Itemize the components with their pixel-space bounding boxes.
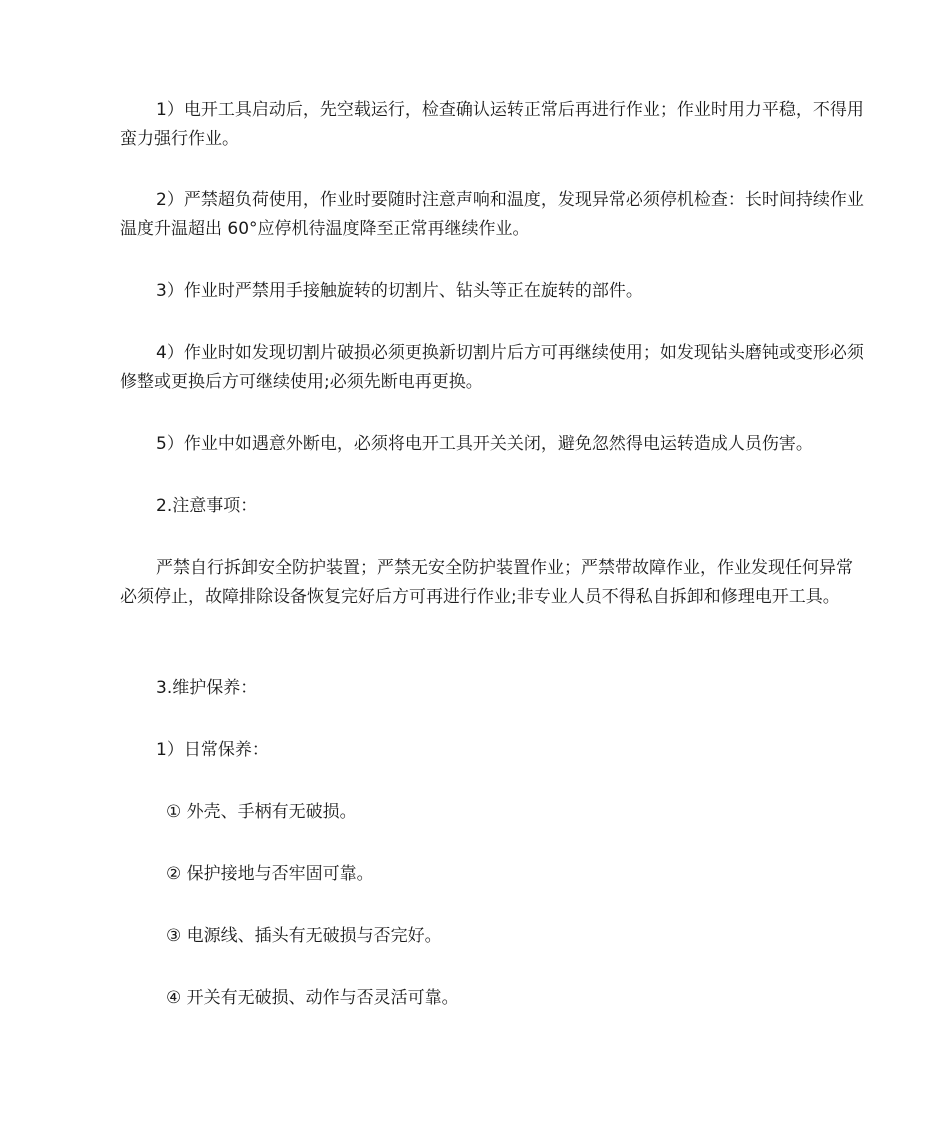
subheading-daily-maintenance: 1）日常保养： (156, 740, 269, 760)
section-heading-precautions: 2.注意事项： (156, 496, 258, 516)
paragraph-damaged-blade: 4）作业时如发现切割片破损必须更换新切割片后方可再继续使用；如发现钻头磨钝或变形必须修整或更换后方可继续使用;必须先断电再更换。 (120, 343, 864, 392)
checklist-item-grounding: ② 保护接地与否牢固可靠。 (166, 864, 374, 884)
checklist-item-cable: ③ 电源线、插头有无破损与否完好。 (166, 926, 442, 946)
paragraph-power-outage: 5）作业中如遇意外断电，必须将电开工具开关关闭，避免忽然得电运转造成人员伤害。 (156, 434, 813, 454)
paragraph-precautions: 严禁自行拆卸安全防护装置；严禁无安全防护装置作业；严禁带故障作业，作业发现任何异常必须停止，故障排除设备恢复完好后方可再进行作业;非专业人员不得私自拆卸和修理电开工具。 (120, 558, 853, 607)
checklist-item-switch: ④ 开关有无破损、动作与否灵活可靠。 (166, 988, 459, 1008)
section-heading-maintenance: 3.维护保养： (156, 678, 258, 698)
checklist-item-housing: ① 外壳、手柄有无破损。 (166, 802, 357, 822)
paragraph-rotating-parts: 3）作业时严禁用手接触旋转的切割片、钻头等正在旋转的部件。 (156, 281, 643, 301)
paragraph-startup: 1）电开工具启动后，先空载运行，检查确认运转正常后再进行作业；作业时用力平稳，不得用蛮力强行作业。 (120, 100, 864, 149)
paragraph-overload: 2）严禁超负荷使用，作业时要随时注意声响和温度，发现异常必须停机检查：长时间持续作业温度升温超出 60°应停机待温度降至正常再继续作业。 (120, 190, 864, 239)
